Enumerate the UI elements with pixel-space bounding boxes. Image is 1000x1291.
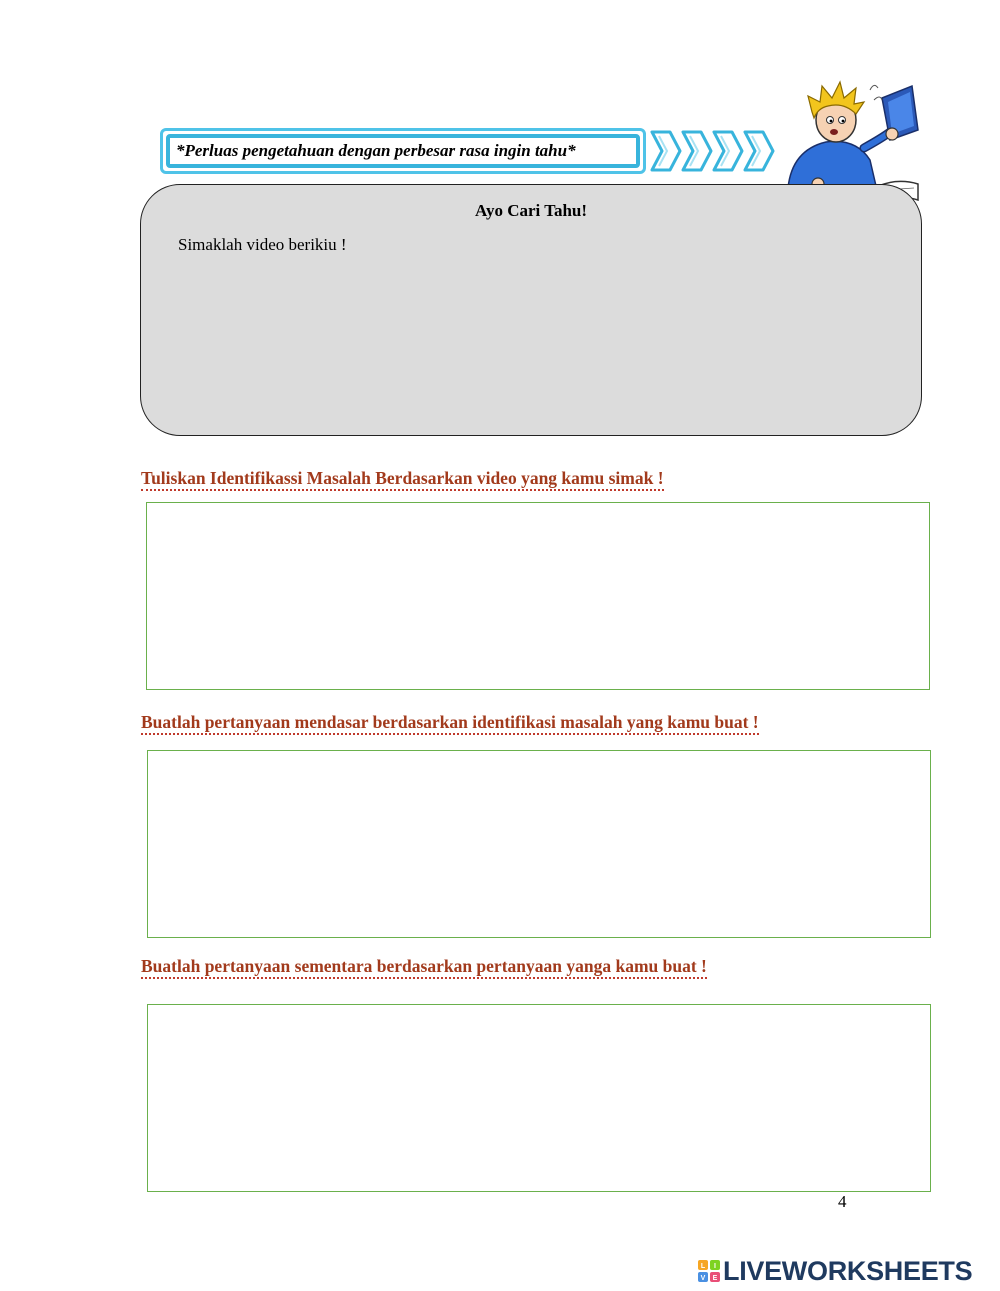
answer-box-3[interactable]	[147, 1004, 931, 1192]
answer-box-2[interactable]	[147, 750, 931, 938]
banner	[160, 128, 646, 174]
logo-letter-e: E	[712, 1275, 718, 1282]
question-1-label: Tuliskan Identifikassi Masalah Berdasarkan video yang kamu simak !	[141, 468, 664, 491]
info-title: Ayo Cari Tahu!	[474, 201, 588, 220]
question-3-label: Buatlah pertanyaan sementara berdasarkan pertanyaan yanga kamu buat !	[141, 956, 707, 979]
brand-name: LIVEWORKSHEETS	[723, 1255, 973, 1286]
page-number: 4	[838, 1192, 847, 1211]
question-2-label: Buatlah pertanyaan mendasar berdasarkan identifikasi masalah yang kamu buat !	[141, 712, 759, 735]
banner-inner	[166, 134, 640, 168]
logo-letter-v: V	[700, 1275, 706, 1282]
info-box	[140, 184, 922, 436]
info-body: Simaklah video berikiu !	[178, 235, 347, 254]
answer-box-1[interactable]	[146, 502, 930, 690]
chevron-arrows-icon	[650, 128, 780, 174]
banner-text: *Perluas pengetahuan dengan perbesar rasa ingin tahu*	[176, 141, 576, 160]
liveworksheets-brand	[698, 1254, 972, 1288]
liveworksheets-logo-icon	[698, 1260, 720, 1282]
logo-letter-i: I	[714, 1263, 716, 1270]
logo-letter-l: L	[700, 1263, 706, 1270]
